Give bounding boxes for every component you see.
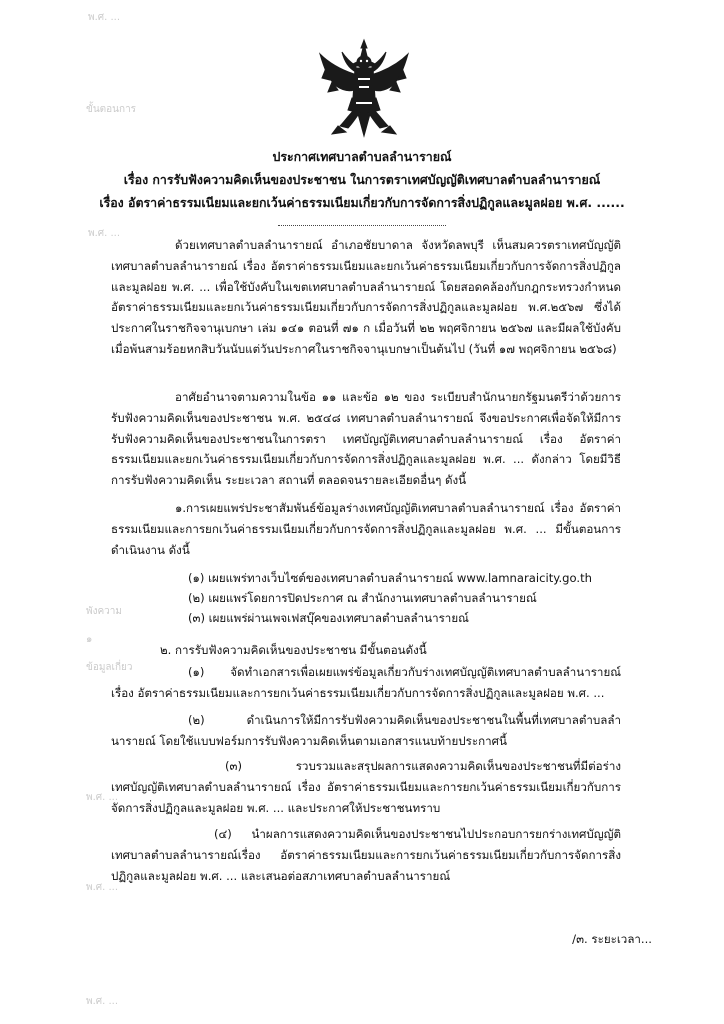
show-through-text: พ.ศ. ... (86, 996, 119, 1007)
subject-line: เรื่อง อัตราค่าธรรมเนียมและยกเว้นค่าธรรมเนียมเกี่ยวกับการจัดการสิ่งปฏิกูลและมูลฝอย พ.ศ. ...... (99, 195, 625, 210)
list-item (188, 570, 592, 586)
title-divider (278, 221, 446, 226)
show-through-text: พ.ศ. ... (88, 12, 121, 23)
show-through-text: พังความ (86, 606, 122, 617)
list-item-text: (๑) เผยแพร่ทางเว็บไซต์ของเทศบาลตำบลลำนารายณ์ (188, 571, 454, 585)
list-item: (๓) เผยแพร่ผ่านเพจเฟสบุ๊คของเทศบาลตำบลลำนารายณ์ (188, 611, 469, 625)
show-through-text: ขั้นตอนการ (86, 104, 137, 115)
list-item: (๔) นำผลการแสดงความคิดเห็นของประชาชนไปประกอบการยกร่างเทศบัญญัติเทศบาลตำบลลำนารายณ์เรื่อง อัตราค่าธรรมเนียมและการยกเว้นค่าธรรมเนียมเกี่ยวกับการจัดการสิ่งปฏิกูลและมูลฝอย พ.ศ. ... และเสนอต่อสภาเทศบาลตำบลลำนารายณ์ (111, 827, 621, 883)
list-item: (๓) รวบรวมและสรุปผลการแสดงความคิดเห็นของประชาชนที่มีต่อร่างเทศบัญญัติเทศบาลตำบลลำนารายณ์ เรื่อง อัตราค่าธรรมเนียมและการยกเว้นค่าธรรมเนียมเกี่ยวกับการจัดการสิ่งปฏิกูลและมูลฝอย พ.ศ. ... และประกาศให้ประชาชนทราบ (111, 759, 621, 815)
body-paragraph: ด้วยเทศบาลตำบลลำนารายณ์ อำเภอชัยบาดาล จังหวัดลพบุรี เห็นสมควรตราเทศบัญญัติเทศบาลตำบลลำนารายณ์ เรื่อง อัตราค่าธรรมเนียมและยกเว้นค่าธรรมเนียมเกี่ยวกับการจัดการสิ่งปฏิกูลและมูลฝอย พ.ศ. ... เพื่อใช้บังคับในเขตเทศบาลตำบลลำนารายณ์ โดยสอดคล้องกับกฎกระทรวงกำหนดอัตราค่าธรรมเนียมและยกเว้นค่าธรรมเนียมเกี่ยวกับการจัดการสิ่งปฏิกูลและมูลฝอย พ.ศ.๒๕๖๗ ซึ่งได้ประกาศในราชกิจจานุเบกษา เล่ม ๑๔๑ ตอนที่ ๗๑ ก เมื่อวันที่ ๒๒ พฤศจิกายน ๒๕๖๗ และมีผลใช้บังคับเมื่อพ้นสามร้อยหกสิบวันนับแต่วันประกาศในราชกิจจานุเบกษาเป็นต้นไป (วันที่ ๑๗ พฤศจิกายน ๒๕๖๘) (111, 238, 621, 356)
section-item: ๑.การเผยแพร่ประชาสัมพันธ์ข้อมูลร่างเทศบัญญัติเทศบาลตำบลลำนารายณ์ เรื่อง อัตราค่าธรรมเนียมและการยกเว้นค่าธรรมเนียมเกี่ยวกับการจัดการสิ่งปฏิกูลและมูลฝอย พ.ศ. ... มีขั้นตอนการดำเนินงาน ดังนี้ (111, 501, 621, 557)
body-paragraph: อาศัยอำนาจตามความในข้อ ๑๑ และข้อ ๑๒ ของ ระเบียบสำนักนายกรัฐมนตรีว่าด้วยการรับฟังความคิดเห็นของประชาชน พ.ศ. ๒๕๔๘ เทศบาลตำบลลำนารายณ์ จึงขอประกาศเพื่อจัดให้มีการรับฟังความคิดเห็นของประชาชนในการตรา เทศบัญญัติเทศบาลตำบลลำนารายณ์ เรื่อง อัตราค่าธรรมเนียมและยกเว้นค่าธรรมเนียมเกี่ยวกับการจัดการสิ่งปฏิกูลและมูลฝอย พ.ศ. ... ดังกล่าว โดยมีวิธีการรับฟังความคิดเห็น ระยะเวลา สถานที่ ตลอดจนรายละเอียดอื่นๆ ดังนี้ (111, 390, 621, 488)
garuda-emblem-icon (318, 38, 410, 138)
list-item: (๑) จัดทำเอกสารเพื่อเผยแพร่ข้อมูลเกี่ยวกับร่างเทศบัญญัติเทศบาลตำบลลำนารายณ์ เรื่อง อัตราค่าธรรมเนียมและการยกเว้นค่าธรรมเนียมเกี่ยวกับการจัดการสิ่งปฏิกูลและมูลฝอย พ.ศ. ... (111, 665, 621, 700)
subject-line: เรื่อง การรับฟังความคิดเห็นของประชาชน ในการตราเทศบัญญัติเทศบาลตำบลลำนารายณ์ (123, 172, 601, 187)
list-item: (๒) เผยแพร่โดยการปิดประกาศ ณ สำนักงานเทศบาลตำบลลำนารายณ์ (188, 591, 537, 605)
show-through-text: พ.ศ. ... (86, 882, 119, 893)
list-item: (๒) ดำเนินการให้มีการรับฟังความคิดเห็นของประชาชนในพื้นที่เทศบาลตำบลลำนารายณ์ โดยใช้แบบฟอร์มการรับฟังความคิดเห็นตามเอกสารแนบท้ายประกาศนี้ (111, 713, 621, 748)
show-through-text: ข้อมูลเกี่ยว (86, 662, 133, 673)
website-link[interactable]: www.lamnaraicity.go.th (456, 571, 592, 585)
section-item: ๒. การรับฟังความคิดเห็นของประชาชน มีขั้นตอนดังนี้ (160, 643, 427, 657)
show-through-text: พ.ศ. ... (86, 792, 119, 803)
announcement-title: ประกาศเทศบาลตำบลลำนารายณ์ (272, 149, 452, 164)
show-through-text: ๑ (86, 634, 93, 645)
continuation-note: /๓. ระยะเวลา... (572, 932, 652, 946)
show-through-text: พ.ศ. ... (88, 228, 121, 239)
